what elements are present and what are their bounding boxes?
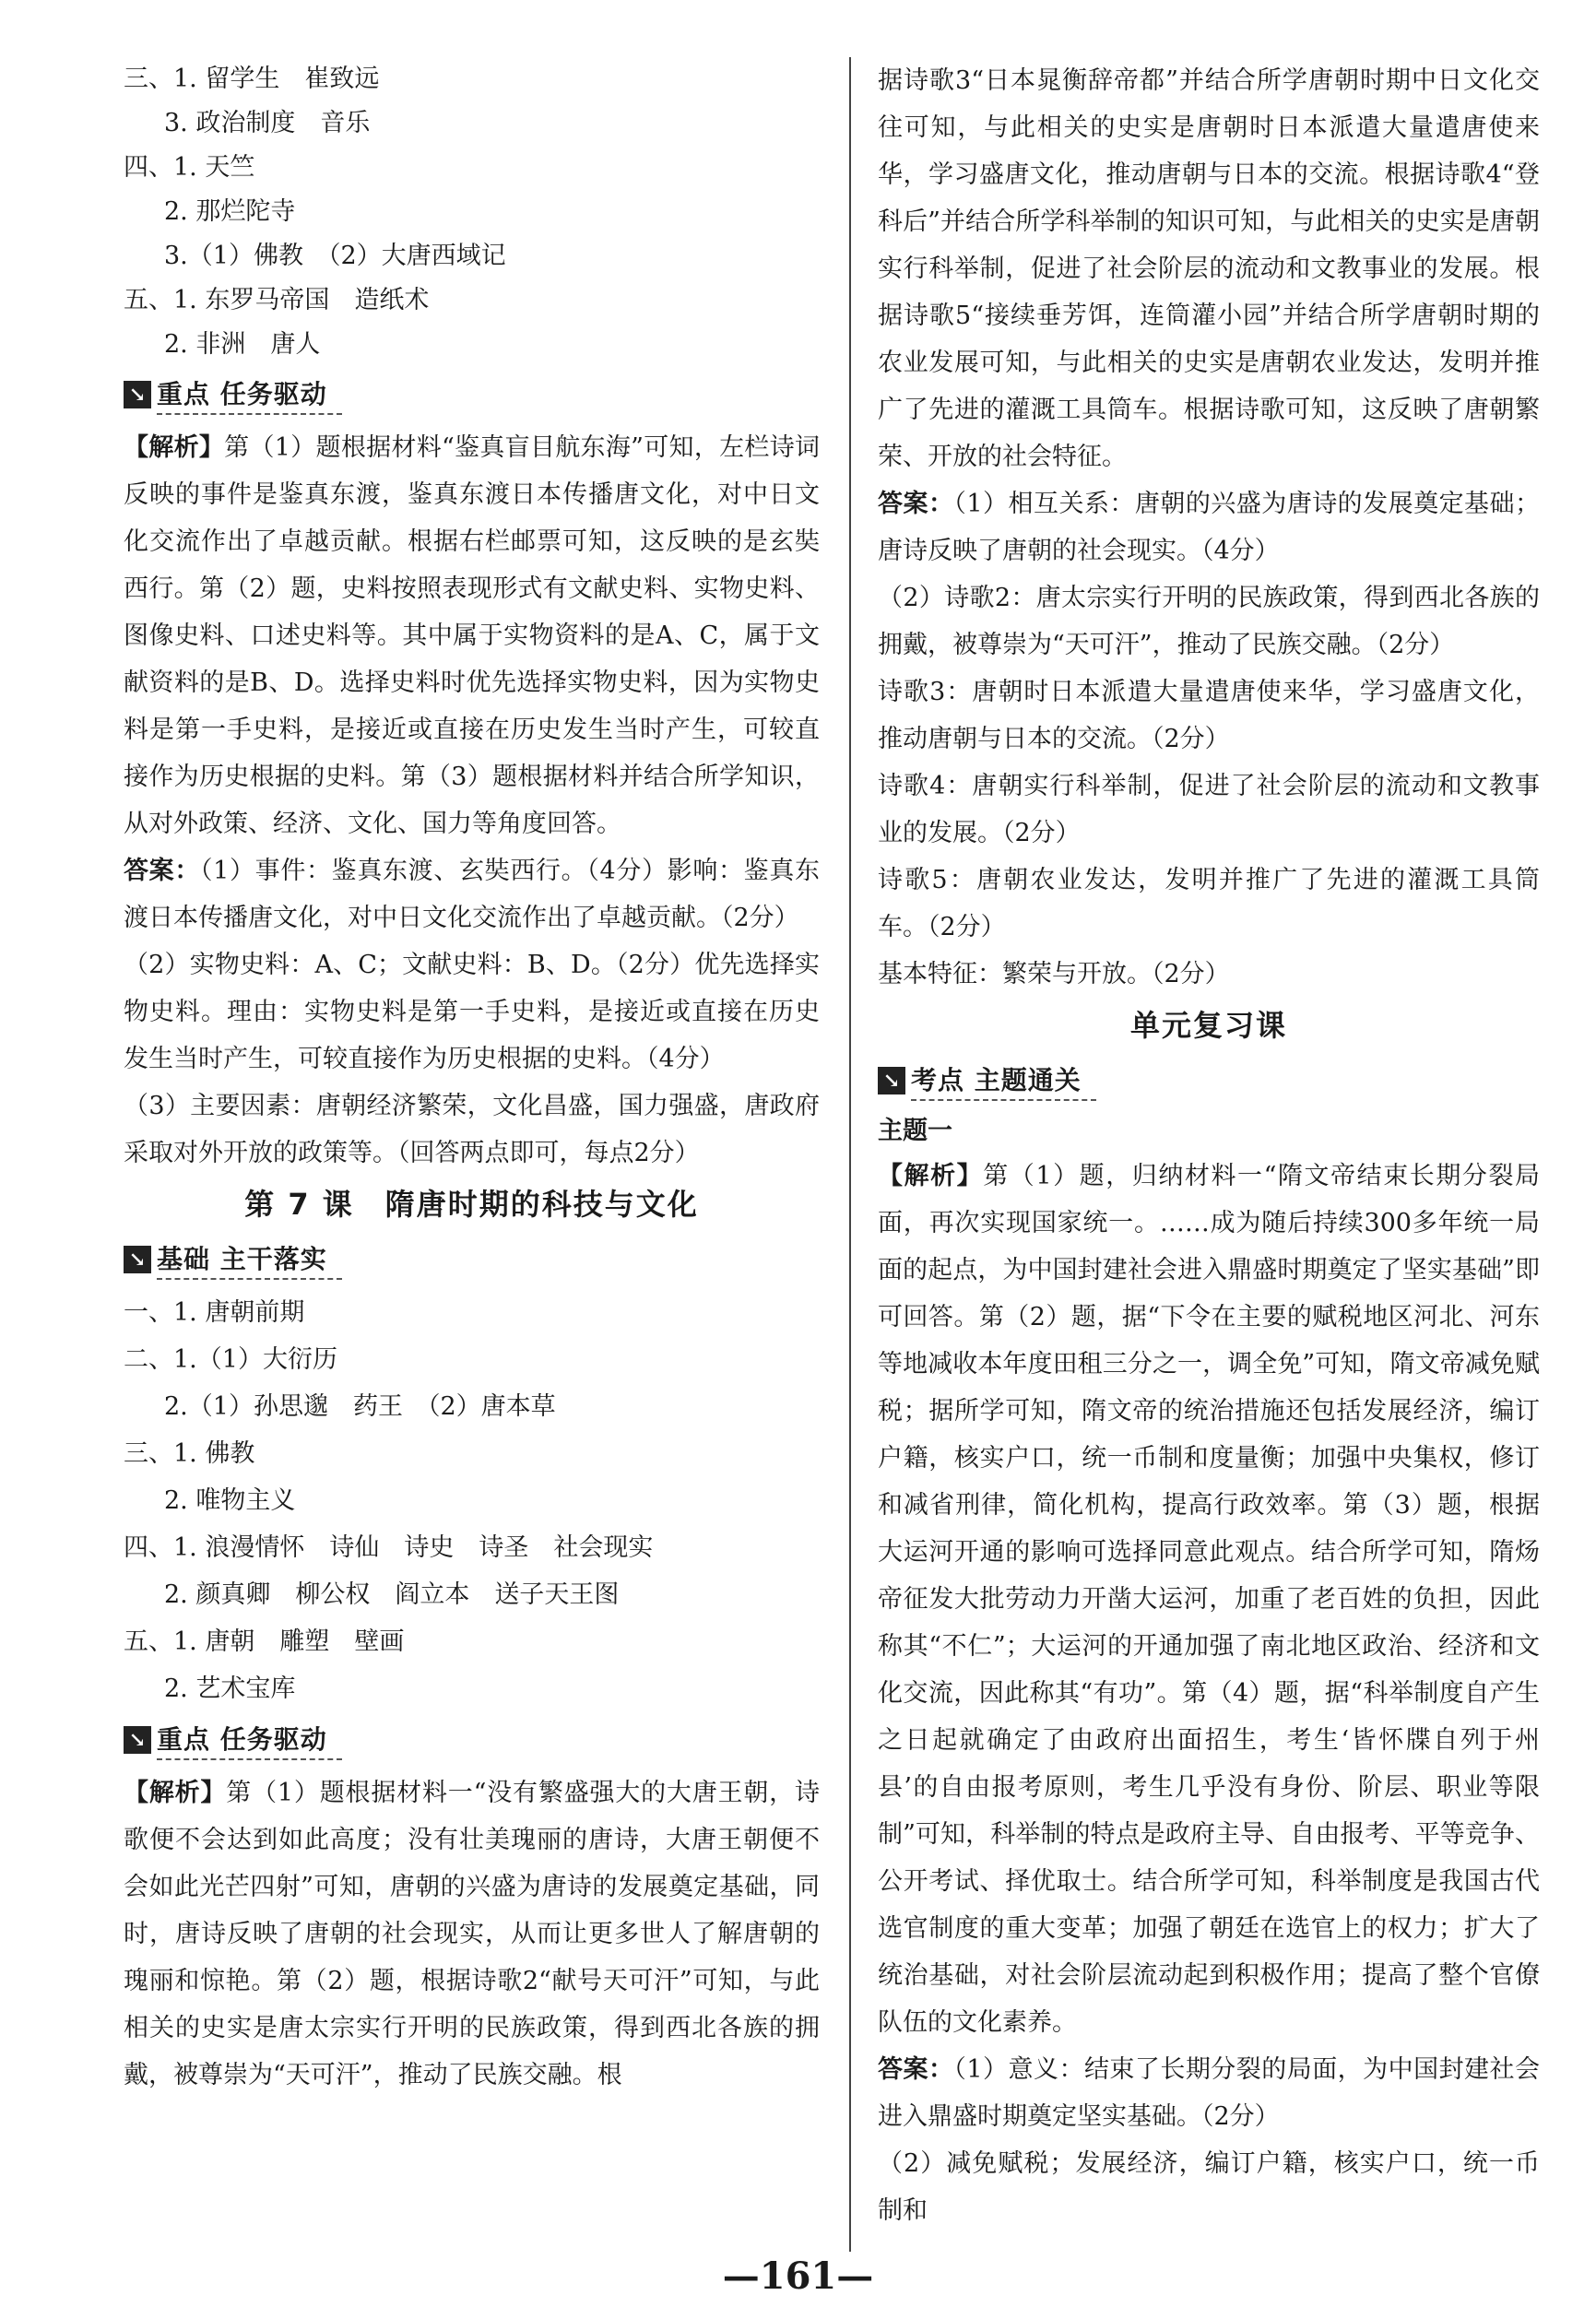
answer-line: 五、1. 唐朝 雕塑 壁画 [124, 1627, 405, 1656]
analysis-block [878, 1153, 1540, 2234]
answer-line: 2. 那烂陀寺 [164, 197, 296, 226]
section-heading-text: 基础 主干落实 [157, 1239, 342, 1280]
answer-text: 诗歌4：唐朝实行科举制，促进了社会阶层的流动和文教事业的发展。（2分） [878, 772, 1540, 847]
answer-text: 诗歌5：唐朝农业发达，发明并推广了先进的灌溉工具筒车。（2分） [878, 866, 1540, 941]
answer-line: 2.（1）孙思邈 药王 （2）唐本草 [164, 1392, 556, 1421]
analysis-tag: 【解析】 [124, 1779, 227, 1807]
section-heading [124, 373, 820, 417]
answer-text: （1）意义：结束了长期分裂的局面，为中国封建社会进入鼎盛时期奠定坚实基础。（2分） [878, 2055, 1540, 2131]
arrow-down-right-icon: ↘ [878, 1067, 905, 1094]
column-divider [849, 57, 851, 2252]
section-heading-text: 重点 任务驱动 [157, 374, 342, 415]
analysis-block [124, 1769, 820, 2099]
answer-line: 五、1. 东罗马帝国 造纸术 [124, 286, 430, 314]
left-column [124, 57, 820, 2099]
answer-line: 三、1. 留学生 崔致远 [124, 65, 380, 93]
section-heading-text: 重点 任务驱动 [157, 1720, 342, 1760]
answer-text: （3）主要因素：唐朝经济繁荣，文化昌盛，国力强盛，唐政府采取对外开放的政策等。（回答两点即可，每点2分） [124, 1092, 820, 1167]
unit-title: 单元复习课 [1129, 1008, 1287, 1043]
answer-text: （2）实物史料：A、C；文献史料：B、D。（2分）优先选择实物史料。理由：实物史料是第一手史料，是接近或直接在历史发生当时产生，可较直接作为历史根据的史料。（4分） [124, 951, 820, 1073]
answer-tag: 答案： [878, 490, 954, 518]
answer-tag: 答案： [878, 2055, 954, 2084]
answer-text: （2）诗歌2：唐太宗实行开明的民族政策，得到西北各族的拥戴，被尊崇为“天可汗”，推动了民族交融。（2分） [878, 584, 1540, 659]
section-heading [124, 1718, 820, 1762]
arrow-down-right-icon: ↘ [124, 381, 151, 408]
analysis-text: 第（1）题，归纳材料一“隋文帝结束长期分裂局面，再次实现国家统一。……成为随后持续300多年统一局面的起点，为中国封建社会进入鼎盛时期奠定了坚实基础”即可回答。第（2）题，据“下令在主要的赋税地区河北、河东等地减收本年度田租三分之一，调全免”可知，隋文帝减免赋税；据所学可知，隋文帝的统治措施还包括发展经济，编订户籍，核实户口，统一币制和度量衡；加强中央集权，修订和减省刑律，简化机构，提高行政效率。第（3）题，根据大运河开通的影响可选择同意此观点。结合所学可知，隋炀帝征发大批劳动力开凿大运河，加重了老百姓的负担，因此称其“不仁”；大运河的开通加强了南北地区政治、经济和文化交流，因此称其“有功”。第（4）题，据“科举制度自产生之日起就确定了由政府出面招生，考生‘皆怀牒自列于州县’的自由报考原则，考生几乎没有身份、阶层、职业等限制”可知，科举制的特点是政府主导、自由报考、平等竞争、公开考试、择优取士。结合所学可知，科举制度是我国古代选官制度的重大变革；加强了朝廷在选官上的权力；扩大了统治基础，对社会阶层流动起到积极作用；提高了整个官僚队伍的文化素养。 [878, 1162, 1541, 2037]
answer-text: （2）减免赋税；发展经济，编订户籍，核实户口，统一币制和 [878, 2149, 1540, 2225]
answer-line: 3.（1）佛教 （2）大唐西域记 [164, 242, 506, 270]
arrow-down-right-icon: ↘ [124, 1726, 151, 1754]
answer-line: 四、1. 浪漫情怀 诗仙 诗史 诗圣 社会现实 [124, 1533, 654, 1562]
answer-line: 2. 非洲 唐人 [164, 330, 321, 359]
answer-line: 三、1. 佛教 [124, 1439, 255, 1468]
answer-line: 3. 政治制度 音乐 [164, 109, 371, 137]
analysis-text: 第（1）题根据材料“鉴真盲目航东海”可知，左栏诗词反映的事件是鉴真东渡，鉴真东渡日本传播唐文化，对中日文化交流作出了卓越贡献。根据右栏邮票可知，这反映的是玄奘西行。第（2）题，史料按照表现形式有文献史料、实物史料、图像史料、口述史料等。其中属于实物资料的是A、C，属于文献资料的是B、D。选择史料时优先选择实物史料，因为实物史料是第一手史料，是接近或直接在历史发生当时产生，可较直接作为历史根据的史料。第（3）题根据材料并结合所学知识，从对外政策、经济、文化、国力等角度回答。 [124, 433, 820, 838]
right-column [878, 57, 1540, 2234]
answer-text: （1）事件：鉴真东渡、玄奘西行。（4分）影响：鉴真东渡日本传播唐文化，对中日文化交流作出了卓越贡献。（2分） [124, 857, 820, 932]
arrow-down-right-icon: ↘ [124, 1246, 151, 1273]
answer-line: 2. 艺术宝库 [164, 1674, 296, 1703]
analysis-text: 第（1）题根据材料一“没有繁盛强大的大唐王朝，诗歌便不会达到如此高度；没有壮美瑰丽的唐诗，大唐王朝便不会如此光芒四射”可知，唐朝的兴盛为唐诗的发展奠定基础，同时，唐诗反映了唐朝的社会现实，从而让更多世人了解唐朝的瑰丽和惊艳。第（2）题，根据诗歌2“献号天可汗”可知，与此相关的史实是唐太宗实行开明的民族政策，得到西北各族的拥戴，被尊崇为“天可汗”，推动了民族交融。根 [124, 1779, 821, 2089]
analysis-text: 据诗歌3“日本晁衡辞帝都”并结合所学唐朝时期中日文化交往可知，与此相关的史实是唐朝时日本派遣大量遣唐使来华，学习盛唐文化，推动唐朝与日本的交流。根据诗歌4“登科后”并结合所学科举制的知识可知，与此相关的史实是唐朝实行科举制，促进了社会阶层的流动和文教事业的发展。根据诗歌5“接续垂芳饵，连筒灌小园”并结合所学唐朝时期的农业发展可知，与此相关的史实是唐朝农业发达，发明并推广了先进的灌溉工具筒车。根据诗歌可知，这反映了唐朝繁荣、开放的社会特征。 [878, 66, 1540, 471]
answer-text: （1）相互关系：唐朝的兴盛为唐诗的发展奠定基础；唐诗反映了唐朝的社会现实。（4分） [878, 490, 1540, 565]
section-heading [878, 1059, 1540, 1103]
answer-line: 四、1. 天竺 [124, 153, 255, 182]
analysis-continuation [878, 57, 1540, 998]
answer-text: 诗歌3：唐朝时日本派遣大量遣唐使来华，学习盛唐文化，推动唐朝与日本的交流。（2分） [878, 678, 1540, 753]
topic-heading: 主题一 [878, 1117, 952, 1145]
analysis-block [124, 424, 820, 1177]
lesson-title: 第 7 课 隋唐时期的科技与文化 [244, 1187, 699, 1222]
answer-text: 基本特征：繁荣与开放。（2分） [878, 960, 1230, 988]
answer-line: 二、1.（1）大衍历 [124, 1345, 337, 1374]
section-heading [124, 1237, 820, 1282]
answer-line: 2. 颜真卿 柳公权 阎立本 送子天王图 [164, 1580, 620, 1609]
page-number: —161— [722, 2254, 874, 2298]
answer-line: 一、1. 唐朝前期 [124, 1298, 305, 1327]
section-heading-text: 考点 主题通关 [911, 1060, 1096, 1101]
answer-line: 2. 唯物主义 [164, 1486, 296, 1515]
answer-tag: 答案： [124, 857, 200, 885]
analysis-tag: 【解析】 [124, 433, 225, 462]
analysis-tag: 【解析】 [878, 1162, 984, 1190]
